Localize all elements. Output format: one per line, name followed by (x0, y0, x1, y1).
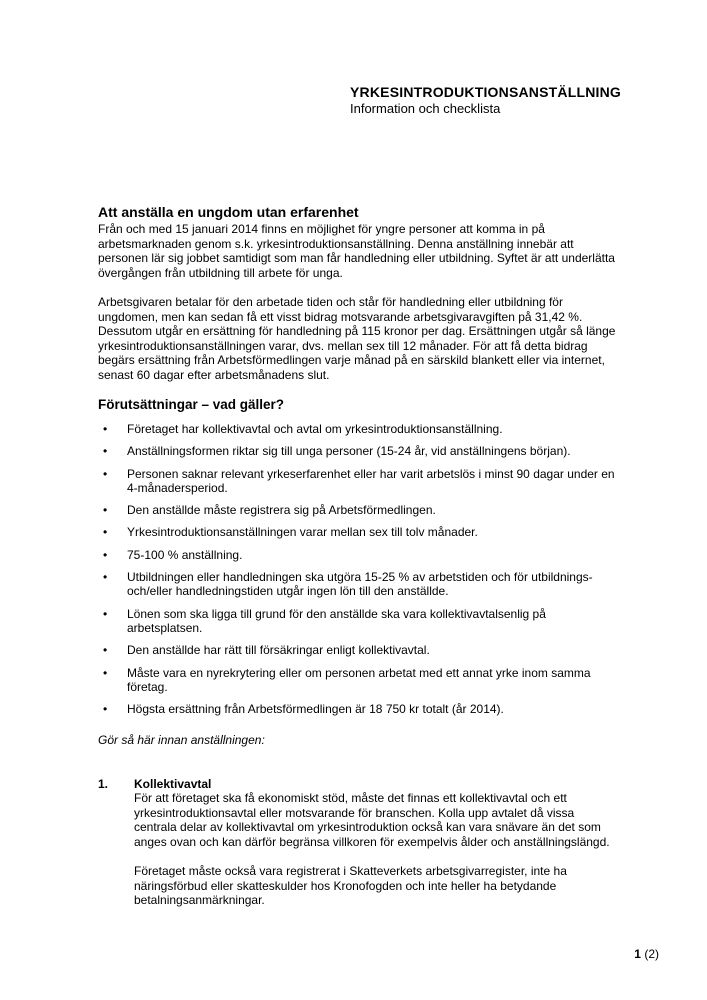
list-item-text: Högsta ersättning från Arbetsförmedlingen är 18 750 kr totalt (år 2014). (127, 702, 504, 717)
requirements-heading: Förutsättningar – vad gäller? (98, 397, 285, 413)
list-item (98, 570, 616, 599)
checklist-item-title: Kollektivavtal (134, 776, 212, 791)
list-item (98, 503, 616, 518)
list-item-text: Den anställde måste registrera sig på Arbetsförmedlingen. (127, 503, 436, 518)
list-item (98, 525, 616, 540)
bullet-icon: • (103, 643, 108, 658)
document-subtitle: Information och checklista (350, 101, 501, 116)
list-item-text: Den anställde har rätt till försäkringar enligt kollektivavtal. (127, 643, 430, 658)
intro-paragraph: Från och med 15 januari 2014 finns en möjlighet för yngre personer att komma in på arbetsmarknaden genom s.k. yrkesintroduktionsanställning. Denna anställning innebär att personen lär sig jobbet samtidigt som man får handledning eller utbildning. Syftet är att underlätta övergången från utbildning till arbete för unga. (98, 222, 615, 280)
list-item (98, 548, 616, 563)
bullet-icon: • (103, 525, 108, 540)
checklist-item-number: 1. (98, 776, 109, 791)
bullet-icon: • (103, 466, 108, 481)
list-item-text: Måste vara en nyrekrytering eller om personen arbetat med ett annat yrke inom samma företag. (127, 665, 591, 695)
bullet-icon: • (103, 665, 108, 680)
list-item-text: Utbildningen eller handledningen ska utgöra 15-25 % av arbetstiden och för utbildnings- och/eller handledningstiden utgår ingen lön till den anställde. (127, 569, 593, 599)
bullet-icon: • (103, 702, 108, 717)
checklist-lead-in: Gör så här innan anställningen: (98, 732, 265, 747)
document-body (98, 204, 616, 908)
list-item (98, 467, 616, 496)
bullet-icon: • (103, 569, 108, 584)
list-item-text: Företaget har kollektivavtal och avtal om yrkesintroduktionsanställning. (127, 422, 503, 437)
bullet-icon: • (103, 606, 108, 621)
bullet-icon: • (103, 503, 108, 518)
page-number-total: (2) (644, 947, 659, 962)
list-item-text: 75-100 % anställning. (127, 547, 243, 562)
bullet-icon: • (103, 444, 108, 459)
list-item (98, 444, 616, 459)
list-item (98, 607, 616, 636)
bullet-icon: • (103, 422, 108, 437)
checklist-item-paragraph: För att företaget ska få ekonomiskt stöd, måste det finnas ett kollektivavtal och ett yrkesintroduktionsavtal eller motsvarande för branschen. Kolla upp avtalet då vissa centrala delar av kollektivavtal om yrkesintroduktion också kan vara snävare än det som anges ovan och kan därför begränsa villkoren för exempelvis ålder och anställningslängd. (134, 791, 610, 849)
document-header (350, 84, 670, 117)
list-item-text: Lönen som ska ligga till grund för den anställde ska vara kollektivavtalsenlig på arbetsplatsen. (127, 606, 546, 636)
bullet-icon: • (103, 547, 108, 562)
list-item (98, 702, 616, 717)
checklist-item-paragraph: Företaget måste också vara registrerat i Skatteverkets arbetsgivarregister, inte ha näringsförbud eller skatteskulder hos Kronofogden och inte heller ha betydande betalningsanmärkningar. (134, 864, 567, 908)
list-item (98, 643, 616, 658)
document-title: YRKESINTRODUKTIONSANSTÄLLNING (350, 84, 622, 100)
checklist-item-1 (98, 777, 616, 908)
intro-paragraph: Arbetsgivaren betalar för den arbetade tiden och står för handledning eller utbildning för ungdomen, men kan sedan få ett visst bidrag motsvarande arbetsgivaravgiften på 31,42 %. Dessutom utgår en ersättning för handledning på 115 kronor per dag. Ersättningen utgår så länge yrkesintroduktionsanställningen varar, dvs. mellan sex till 12 månader. För att få detta bidrag begärs ersättning från Arbetsförmedlingen varje månad på en särskild blankett eller via internet, senast 60 dagar efter arbetsmånadens slut. (98, 294, 616, 382)
list-item (98, 422, 616, 437)
requirements-list (98, 422, 616, 717)
list-item-text: Yrkesintroduktionsanställningen varar mellan sex till tolv månader. (127, 525, 478, 540)
list-item-text: Personen saknar relevant yrkeserfarenhet eller har varit arbetslös i minst 90 dagar under en 4-månadersperiod. (127, 466, 615, 496)
list-item (98, 666, 616, 695)
list-item-text: Anställningsformen riktar sig till unga personer (15-24 år, vid anställningens början). (127, 444, 571, 459)
intro-heading: Att anställa en ungdom utan erfarenhet (98, 204, 359, 220)
checklist-item-body (134, 777, 616, 908)
page-number (634, 947, 659, 962)
page-number-current: 1 (634, 947, 641, 962)
